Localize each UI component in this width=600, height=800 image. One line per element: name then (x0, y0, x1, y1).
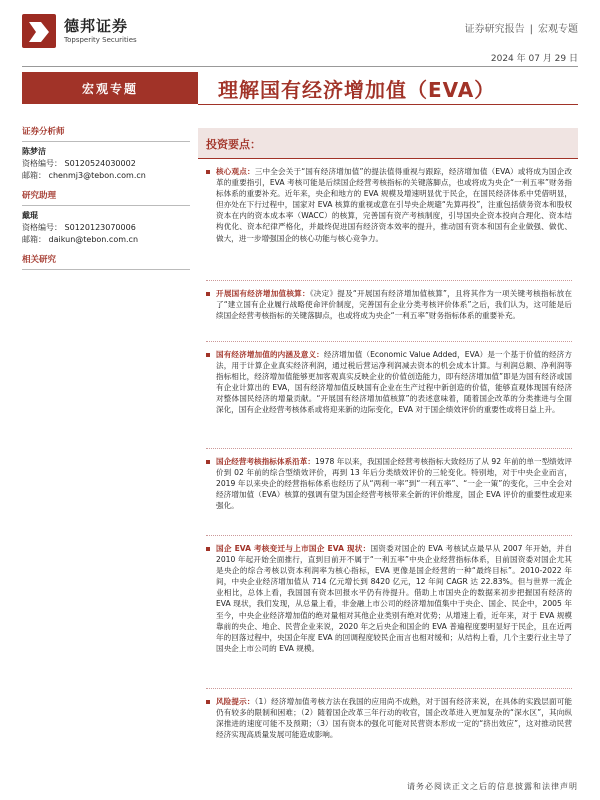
assistant-name: 戴琨 (22, 211, 38, 220)
divider (206, 448, 572, 449)
paragraph-eva-status (206, 543, 572, 654)
paragraph-text: 《决定》提及“开展国有经济增加值核算”，且将其作为一项关键考核指标放在了“建立国有企业履行战略使命评价制度，完善国有企业分类考核评价体系”之后，我们认为，这可能是后续国企经营考核指标的关键落脚点，也或将成为央企“一利五率”财务指标体系的重要补充。 (216, 289, 572, 321)
divider (206, 688, 572, 689)
page-title: 理解国有经济增加值（EVA） (218, 78, 496, 102)
related-research-heading: 相关研究 (22, 254, 190, 270)
paragraph-text: 三中全会关于“国有经济增加值”的提法值得重视与跟踪，经济增加值（EVA）或将成为国企改革的重要指引，EVA 考核可能是后续国企经营考核指标的关键落脚点，也或将成为央企“一利五率”财务指标体系的重要补充。近年来，央企和地方的 EVA 规模及增速明显优于民企，在国民经济体系中凭借明显，但亦处在下行过程中，国家对 EVA 核算的重视或意在引导央企规避“先算再投”，注重包括债务资本和股权资本在内的资本成本率（WACC）的核算，完善国有资产考核制度，引导国央企资本投向合理化、资本结构优化、资本纪律严格化，并最终促进国有经济资本效率的提升，推动国有资本和国有企业做强、做优、做大，进一步增强国企的核心功能与核心竞争力。 (216, 167, 572, 243)
header-separator: | (529, 24, 533, 35)
logo-chinese-name: 德邦证券 (64, 17, 129, 35)
paragraph-lead: 开展国有经济增加值核算： (216, 289, 310, 298)
disclaimer-footer: 请务必阅读正文之后的信息披露和法律声明 (407, 782, 578, 791)
report-category: 宏观专题 (538, 24, 578, 35)
header-rule (22, 66, 578, 67)
logo-english-name: Topsperity Securities (64, 36, 137, 44)
paragraph-eva-accounting (206, 288, 572, 321)
report-type: 证券研究报告 (464, 24, 525, 35)
category-banner: 宏观专题 (22, 72, 198, 104)
key-points-header (198, 128, 578, 159)
divider (206, 280, 572, 281)
company-logo (22, 14, 172, 50)
analyst-email[interactable]: 邮箱： chenmj3@tebon.com.cn (22, 171, 146, 180)
paragraph-lead: 国企经营考核指标体系沿革： (216, 457, 315, 466)
sidebar (22, 118, 190, 270)
assistant-email[interactable]: 邮箱： daikun@tebon.com.cn (22, 235, 139, 244)
paragraph-lead: 国有经济增加值的内涵及意义： (216, 350, 324, 359)
title-rule (198, 104, 578, 105)
paragraph-text: 经济增加值（Economic Value Added，EVA）是一个基于价值的经济方法，用于计算企业真实经济利润，通过税后营运净利润减去资本的机会成本计算。与利润总额、净利润等指标相比，经济增加值能够更加客观真实反映企业的价值创造能力，即有经济增加值”即是为国有经济或国有企业计算出的 EVA，国有经济增加值反映国有企业在生产过程中新创造的价值，能够直观体现国有经济对整体国民经济的增量贡献。“开展国有经济增加值核算”的表述意味着，随着国企改革的分类推进与全面深化，国有企业经营考核体系或将迎来新的边际变化，EVA 对于国企绩效评价的重要性或将日益上升。 (216, 350, 572, 415)
assistant-heading: 研究助理 (22, 190, 190, 206)
divider (206, 535, 572, 536)
analyst-cert: 资格编号： S0120524030002 (22, 159, 136, 168)
paragraph-eva-meaning (206, 349, 572, 416)
paragraph-text: （1）经济增加值考核方法在我国的应用尚不成熟，对于国有经济来说，在具体的实践层面可能仍有较多的限制和困难；（2）随着国企改革三年行动的收官，国企改革进入更加复杂的“深水区”，其向纵深推进的速度可能不及预期；（3）国有资本的强化可能对民营资本形成一定的“挤出效应”，这对推动民营经济实现高质量发展可能造成影响。 (216, 697, 573, 740)
analyst-name: 陈梦洁 (22, 147, 46, 156)
tebon-logo-icon (22, 14, 56, 48)
paragraph-lead: 核心观点： (216, 167, 255, 176)
paragraph-text: 国资委对国企的 EVA 考核试点最早从 2007 年开始，并自 2010 年起开始全面推行，直到目前开不属于“一利五率”中央企业经营指标体系，目前国资委对国企尤其是央企的综合考核以资本利润率为核心指标，EVA 更像是国企经营的一种“最终目标”。2010-2022 年间，中央企业经济增加值从 714 亿元增长到 8420 亿元，12 年间 CAGR 达 22.83%。但与世界一流企业相比，总体上看，我国国有资本回报水平仍有待提升。借助上市国央企的数据来初步把握国有经济的 EVA 现状，我们发现，从总量上看，非金融上市公司的经济增加值集中于央企、国企、民企中，2005 年至今，中央企业经济增加值的绝对量相对其他企业类别有绝对优势；从增速上看，近年来，对于 EVA 规模靠前的央企、地企、民营企业来说，2020 年之后央企和国企的 EVA 普遍程度要明显好于民企，且在近两年的回落过程中，央国企年度 EVA 的回调程度较民企而言也相对缓和；从结构上看，几个主要行业主导了国央企上市公司的 EVA 规模。 (216, 544, 572, 653)
paragraph-risk-warning (206, 696, 572, 740)
paragraph-evaluation-history (206, 456, 572, 511)
paragraph-lead: 风险提示： (216, 697, 255, 706)
divider (206, 341, 572, 342)
paragraph-text: 1978 年以来，我国国企经营考核指标大致经历了从 92 年前的单一型绩效评价到 02 年前的综合型绩效评价，再到 13 年后分类绩效评价的三轮变化。特别地，对于中央企业而言，2019 年以来央企的经营指标体系也经历了从“两利一率”到“一利五率”、“一企一策”的变化，三中全会对经济增加值（EVA）核算的强调有望为国企经营考核带来全新的评价维度，国企 EVA 评价的重要性或迎来强化。 (216, 457, 572, 511)
key-points-title: 投资要点： (206, 138, 261, 151)
paragraph-lead: 国企 EVA 考核变迁与上市国企 EVA 现状： (216, 544, 371, 553)
paragraph-core-view (206, 166, 572, 244)
analyst-heading: 证券分析师 (22, 126, 190, 142)
report-type-header (465, 20, 578, 35)
report-date: 2024 年 07 月 29 日 (490, 54, 578, 64)
assistant-cert: 资格编号： S0120123070006 (22, 223, 136, 232)
